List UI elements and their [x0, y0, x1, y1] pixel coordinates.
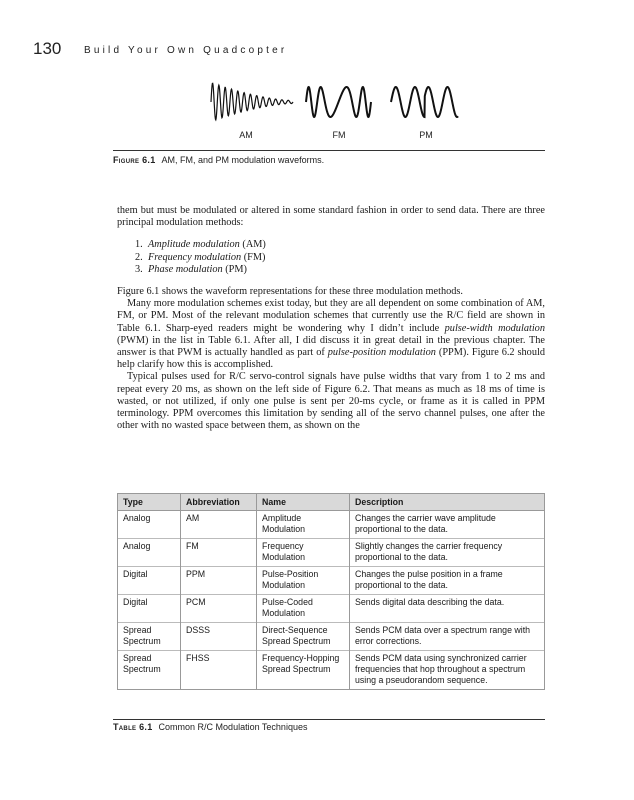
am-waveform [211, 83, 293, 120]
cell-abbreviation: FHSS [181, 651, 257, 690]
table-row [118, 651, 545, 690]
table-caption-text: Common R/C Modulation Techniques [158, 722, 308, 732]
waveform-graphic [113, 80, 545, 130]
col-header-name: Name [257, 494, 350, 511]
figure-caption-label: Figure 6.1 [113, 155, 156, 165]
cell-abbreviation: FM [181, 539, 257, 567]
paragraph-2: Figure 6.1 shows the waveform representations for these three modulation methods. [117, 286, 464, 298]
cell-type: Digital [118, 595, 181, 623]
figure-caption-text: AM, FM, and PM modulation waveforms. [161, 155, 325, 165]
cell-abbreviation: PCM [181, 595, 257, 623]
list-item: 3. Phase modulation (PM) [135, 263, 247, 275]
cell-type: Analog [118, 539, 181, 567]
cell-description: Sends PCM data over a spectrum range with error corrections. [350, 623, 545, 651]
paragraph-4: Typical pulses used for R/C servo-control signals have pulse widths that vary from 1 to 2 ms and repeat every 20 ms, as shown on the left side of Figure 6.2. That means as much as 18 ms of time is wasted, or not utilized, if only one pulse is sent per 20-ms cycle, or frame as it is called in PPM terminology. PPM overcomes this limitation by sending all of the servo channel pulses, one after the other with no wasted space between them, as shown on the [117, 371, 545, 432]
table-rule [113, 719, 545, 720]
figure-caption [113, 155, 324, 165]
paragraph-3: Many more modulation schemes exist today, but they are all dependent on some combination of AM, FM, or PM. Most of the relevant modulation schemes that currently use the R/C field are shown in Table 6.1. Sharp-eyed readers might be wondering why I didn’t include pulse-width modulation (PWM) in the list in Table 6.1. After all, I did discuss it in great detail in the previous chapter. The answer is that PWM is actually handled as part of pulse-position modulation (PPM). Figure 6.2 should help clarify how this is accomplished. [117, 298, 545, 371]
modulation-table [117, 493, 545, 690]
list-item: 1. Amplitude modulation (AM) [135, 239, 266, 251]
modulation-figure [113, 80, 545, 150]
body-text [117, 205, 545, 432]
cell-name: Pulse-Position Modulation [257, 567, 350, 595]
cell-name: Frequency Modulation [257, 539, 350, 567]
cell-name: Amplitude Modulation [257, 511, 350, 539]
cell-abbreviation: AM [181, 511, 257, 539]
table-caption [113, 722, 307, 732]
pm-waveform [391, 87, 458, 117]
col-header-type: Type [118, 494, 181, 511]
fm-label: FM [332, 130, 346, 140]
cell-type: Spread Spectrum [118, 651, 181, 690]
cell-name: Direct-Sequence Spread Spectrum [257, 623, 350, 651]
page-number: 130 [33, 39, 62, 58]
cell-abbreviation: DSSS [181, 623, 257, 651]
table-row [118, 595, 545, 623]
cell-description: Changes the carrier wave amplitude proportional to the data. [350, 511, 545, 539]
cell-description: Slightly changes the carrier frequency proportional to the data. [350, 539, 545, 567]
table-caption-label: Table 6.1 [113, 722, 153, 732]
figure-rule [113, 150, 545, 151]
cell-type: Digital [118, 567, 181, 595]
running-title: Build Your Own Quadcopter [84, 45, 288, 56]
cell-name: Pulse-Coded Modulation [257, 595, 350, 623]
list-item: 2. Frequency modulation (FM) [135, 251, 266, 263]
col-header-abbreviation: Abbreviation [181, 494, 257, 511]
cell-type: Analog [118, 511, 181, 539]
table-row [118, 623, 545, 651]
table-row [118, 511, 545, 539]
cell-description: Changes the pulse position in a frame proportional to the data. [350, 567, 545, 595]
table-row [118, 567, 545, 595]
cell-description: Sends PCM data using synchronized carrier frequencies that hop throughout a spectrum using a pseudorandom sequence. [350, 651, 545, 690]
cell-name: Frequency-Hopping Spread Spectrum [257, 651, 350, 690]
table-header-row [118, 494, 545, 511]
paragraph-1: them but must be modulated or altered in some standard fashion in order to send data. There are three principal modulation methods: [117, 205, 545, 229]
table-row [118, 539, 545, 567]
cell-type: Spread Spectrum [118, 623, 181, 651]
pm-label: PM [419, 130, 433, 140]
modulation-table-wrap [117, 493, 545, 690]
cell-description: Sends digital data describing the data. [350, 595, 545, 623]
col-header-description: Description [350, 494, 545, 511]
cell-abbreviation: PPM [181, 567, 257, 595]
fm-waveform [306, 87, 371, 117]
modulation-list [117, 239, 545, 276]
am-label: AM [239, 130, 253, 140]
page-header [33, 36, 543, 66]
